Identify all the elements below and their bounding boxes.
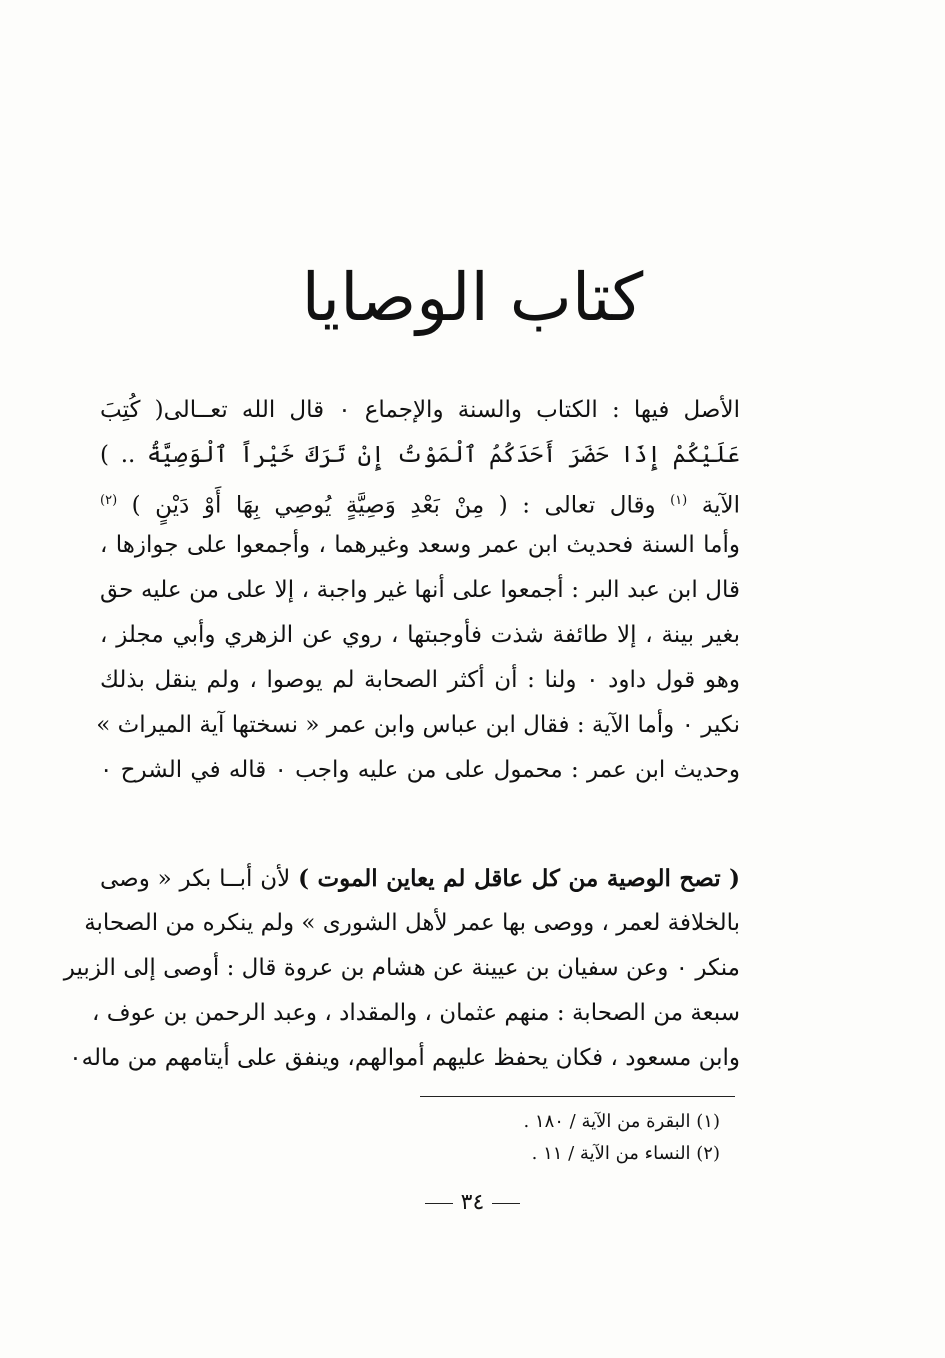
- text-line: وحديث ابن عمر : محمول على من عليه واجب ٠ قاله في الشرح ٠: [100, 757, 740, 783]
- chapter-title: كتاب الوصايا: [301, 259, 644, 336]
- page-number-dash: [492, 1203, 520, 1204]
- text-line: الأصل فيها : الكتاب والسنة والإجماع ٠ قال الله تعــالى( كُتِبَ: [100, 397, 740, 423]
- quran-verse-2: وقال تعالى : ( مِنْ بَعْدِ وَصِيَّةٍ يُوصِي بِهَا أَوْ دَيْنٍ ): [131, 492, 656, 519]
- text-line: بغير بينة ، إلا طائفة شذت فأوجبتها ، روي عن الزهري وأبي مجلز ،: [100, 622, 740, 648]
- text-line: سبعة من الصحابة : منهم عثمان ، والمقداد ، وعبد الرحمن بن عوف ،: [92, 1000, 740, 1026]
- text-line: [100, 478, 740, 523]
- footnotes: [420, 1106, 720, 1170]
- text-line: منكر ٠ وعن سفيان بن عيينة عن هشام بن عروة قال : أوصى إلى الزبير: [63, 955, 740, 981]
- page-number-value: ٣٤: [460, 1190, 485, 1215]
- intro-paragraph: [96, 388, 741, 793]
- ruling-paragraph: [63, 856, 741, 1081]
- footnote-ref-2: (٢): [100, 493, 118, 508]
- footnote-ref-1: (١): [670, 493, 688, 508]
- ruling-heading-continuation: لأن أبــا بكر « وصى: [100, 866, 291, 892]
- page-number-dash: [425, 1203, 453, 1204]
- text-line: وأما السنة فحديث ابن عمر وسعد وغيرهما ، وأجمعوا على جوازها ،: [100, 532, 740, 558]
- quran-verse-line: عَلَيْكُمْ إِذَا حَضَرَ أَحَدَكُمُ ٱلْمَوْتُ إِنْ تَرَكَ خَيْراً ٱلْوَصِيَّةُ .. ): [100, 442, 740, 468]
- text-line: [100, 856, 740, 901]
- ruling-heading: ( تصح الوصية من كل عاقل لم يعاين الموت ): [298, 865, 741, 892]
- page-number: [0, 1190, 945, 1215]
- text-line: نكير ٠ وأما الآية : فقال ابن عباس وابن عمر « نسختها آية الميراث »: [96, 712, 740, 738]
- footnote-1: (١) البقرة من الآية / ١٨٠ .: [523, 1111, 720, 1132]
- text-line: وهو قول داود ٠ ولنا : أن أكثر الصحابة لم يوصوا ، ولم ينقل بذلك: [100, 667, 740, 693]
- text-line: قال ابن عبد البر : أجمعوا على أنها غير واجبة ، إلا على من عليه حق: [100, 577, 740, 603]
- verse-label: الآية: [701, 492, 741, 519]
- footnote-2: (٢) النساء من الآية / ١١ .: [531, 1143, 720, 1164]
- footnote-divider: [420, 1096, 735, 1097]
- text-line: وابن مسعود ، فكان يحفظ عليهم أموالهم، وينفق على أيتامهم من ماله٠: [69, 1045, 740, 1071]
- text-line: بالخلافة لعمر ، ووصى بها عمر لأهل الشورى » ولم ينكره من الصحابة: [84, 910, 740, 936]
